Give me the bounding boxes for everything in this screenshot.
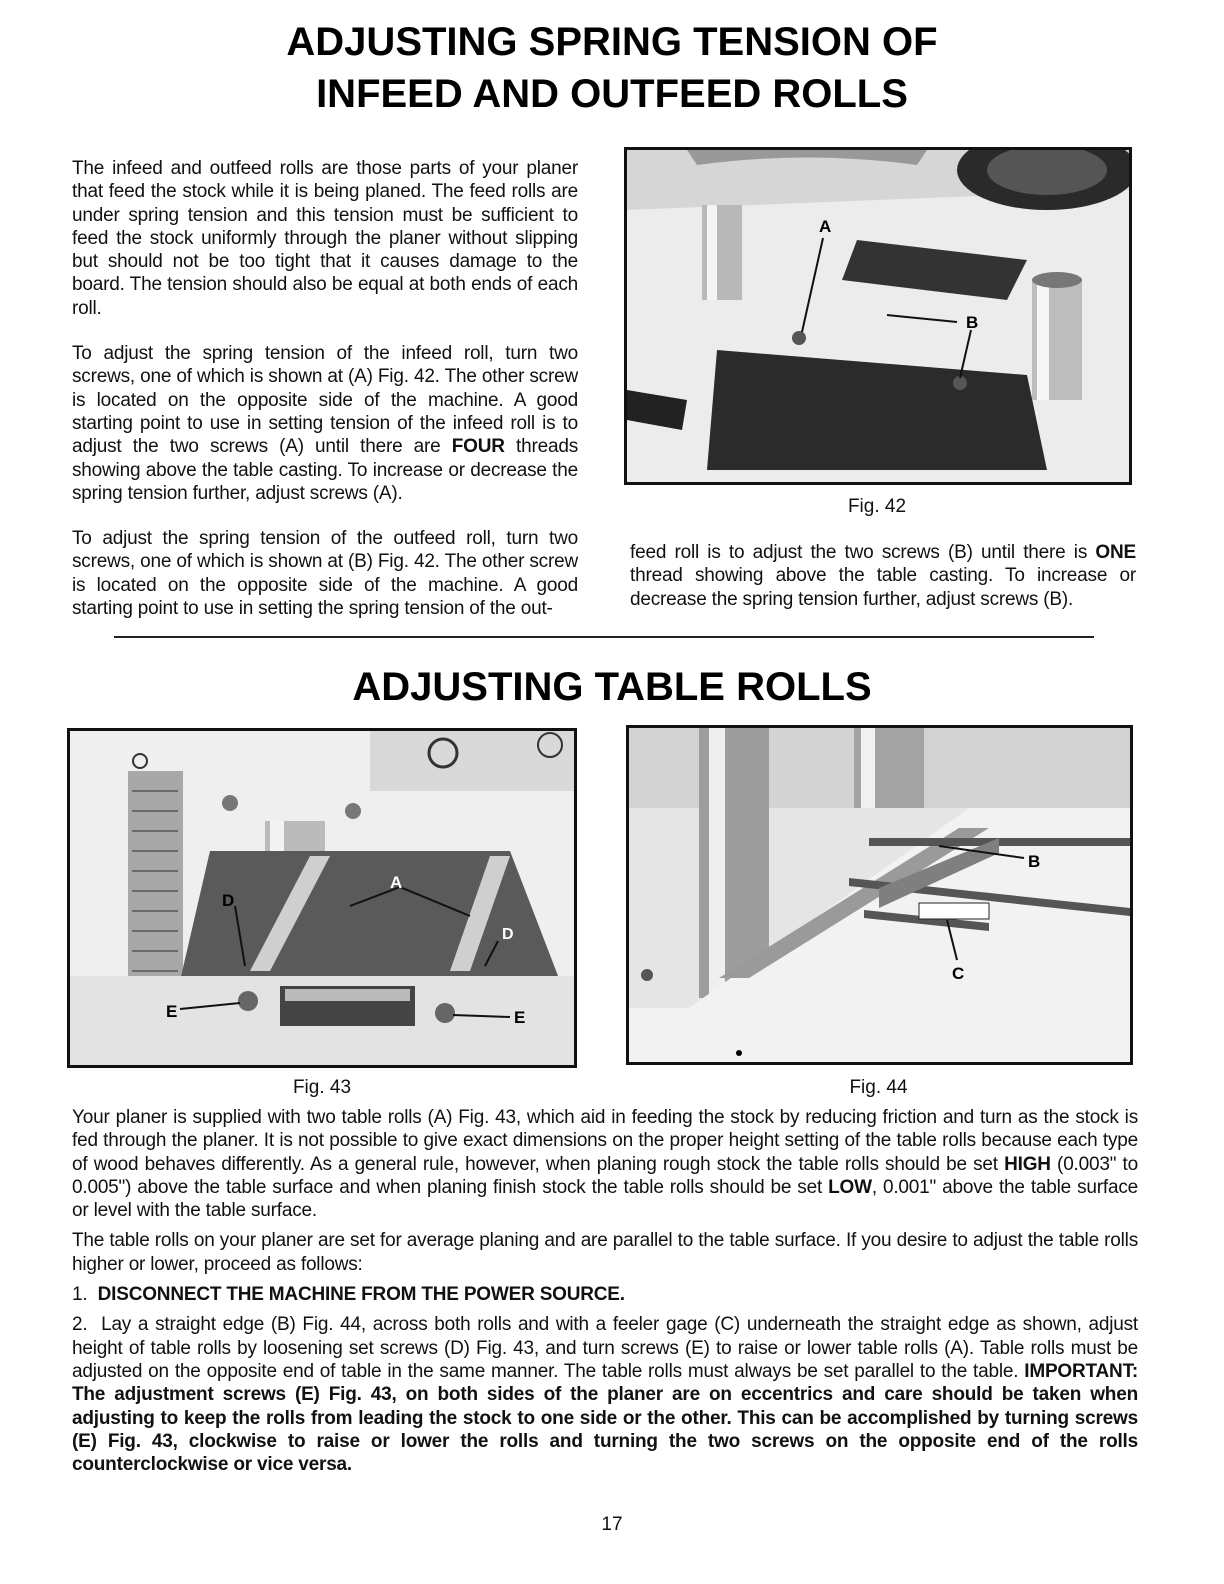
figure-44 — [626, 725, 1133, 1065]
section-title-spring-tension — [0, 16, 1224, 120]
step-1-number: 1. — [72, 1284, 88, 1306]
left-column — [72, 157, 578, 620]
paragraph-table-rolls-bold-low: LOW — [828, 1176, 872, 1198]
figure-42-photo — [627, 150, 1129, 482]
paragraph-table-rolls-text-c: , 0.001" above the table surface or level with the table surface. — [72, 1176, 1138, 1222]
figure-43-label-a: A — [390, 873, 403, 892]
figure-44-caption: Fig. 44 — [849, 1077, 908, 1098]
figure-44-label-c: C — [952, 964, 965, 983]
paragraph-outfeed-continued — [630, 541, 1136, 611]
figure-43-photo — [70, 731, 574, 1065]
paragraph-infeed — [72, 342, 578, 505]
figure-43-label-e1: E — [166, 1002, 178, 1021]
title-line-2: INFEED AND OUTFEED ROLLS — [316, 72, 908, 116]
figure-42-caption: Fig. 42 — [847, 496, 907, 517]
paragraph-outfeed: To adjust the spring tension of the outfeed roll, turn two screws, one of which is shown at (B) Fig. 42. The other screw is located on the opposite side of the machine. A good starting point to use in setting the spring tension of the out- — [72, 528, 578, 620]
paragraph-outfeed-cont-text-a: feed roll is to adjust the two screws (B) until there is — [630, 542, 1096, 563]
section-divider — [114, 636, 1094, 638]
title-line-1: ADJUSTING SPRING TENSION OF — [286, 20, 938, 64]
paragraph-table-rolls-text-b: (0.003" to 0.005") above the table surface and when planing finish stock the table rolls should be set — [72, 1153, 1138, 1198]
paragraph-table-rolls-adjust: The table rolls on your planer are set for average planing and are parallel to the table surface. If you desire to adjust the table rolls higher or lower, proceed as follows: — [72, 1230, 1138, 1275]
paragraph-outfeed-cont-bold: ONE — [1095, 542, 1136, 563]
figure-43-label-e2: E — [514, 1008, 526, 1027]
paragraph-table-rolls-bold-high: HIGH — [1004, 1153, 1051, 1175]
right-column — [630, 541, 1136, 611]
paragraph-table-rolls-intro — [72, 1106, 1138, 1222]
paragraph-intro: The infeed and outfeed rolls are those parts of your planer that feed the stock while it is being planed. The feed rolls are under spring tension and this tension must be sufficient to feed the stock uniformly through the planer without slipping but should not be too tight that it causes damage to the board. The tension should also be equal at both ends of each roll. — [72, 158, 578, 319]
paragraph-infeed-bold: FOUR — [451, 436, 505, 458]
step-1 — [72, 1283, 1138, 1306]
page-number: 17 — [601, 1514, 623, 1535]
figure-42-label-a: A — [819, 217, 832, 236]
figure-44-photo — [629, 728, 1130, 1062]
step-2-number: 2. — [72, 1314, 88, 1336]
table-rolls-body — [72, 1106, 1138, 1483]
step-2-text: Lay a straight edge (B) Fig. 44, across both rolls and with a feeler gage (C) underneath the straight edge as shown, adjust height of table rolls by loosening set screws (D) Fig. 43, and turn screws (E) to raise or lower table rolls (A). Table rolls must be adjusted on the opposite end of table in the same manner. The table rolls must always be set parallel to the table. — [72, 1314, 1138, 1382]
figure-43 — [67, 728, 577, 1068]
step-1-text: DISCONNECT THE MACHINE FROM THE POWER SOURCE. — [97, 1284, 625, 1306]
figure-42 — [624, 147, 1132, 485]
figure-42-label-b: B — [966, 313, 979, 332]
step-2-important: IMPORTANT: The adjustment screws (E) Fig. 43, on both sides of the planer are on eccentrics and care should be taken when adjusting to keep the rolls from leading the stock to one side or the other. This can be accomplished by turning screws (E) Fig. 43, clockwise to raise or lower the rolls and turning the two screws on the opposite end of the rolls counterclockwise or vice versa. — [72, 1360, 1138, 1476]
figure-43-label-d2: D — [502, 926, 514, 943]
paragraph-infeed-text-b: threads showing above the table casting. To increase or decrease the spring tension further, adjust screws (A). — [72, 436, 578, 504]
paragraph-outfeed-cont-text-b: thread showing above the table casting. To increase or decrease the spring tension further, adjust screws (B). — [630, 565, 1136, 610]
figure-43-caption: Fig. 43 — [292, 1077, 352, 1098]
figure-44-label-b: B — [1028, 852, 1041, 871]
paragraph-infeed-text-a: To adjust the spring tension of the infeed roll, turn two screws, one of which is shown at (A) Fig. 42. The other screw is located on the opposite side of the machine. A good starting point to use in setting tension of the infeed roll is to adjust the two screws (A) until there are — [72, 343, 578, 458]
figure-43-label-d1: D — [222, 891, 235, 910]
section-title-table-rolls: ADJUSTING TABLE ROLLS — [352, 665, 872, 709]
step-2 — [72, 1313, 1138, 1476]
paragraph-table-rolls-text-a: Your planer is supplied with two table rolls (A) Fig. 43, which aid in feeding the stock by reducing friction and turn as the stock is fed through the planer. It is not possible to give exact dimensions on the proper height setting of the table rolls because each type of wood behaves differently. As a general rule, however, when planing rough stock the table rolls should be set — [72, 1107, 1138, 1175]
